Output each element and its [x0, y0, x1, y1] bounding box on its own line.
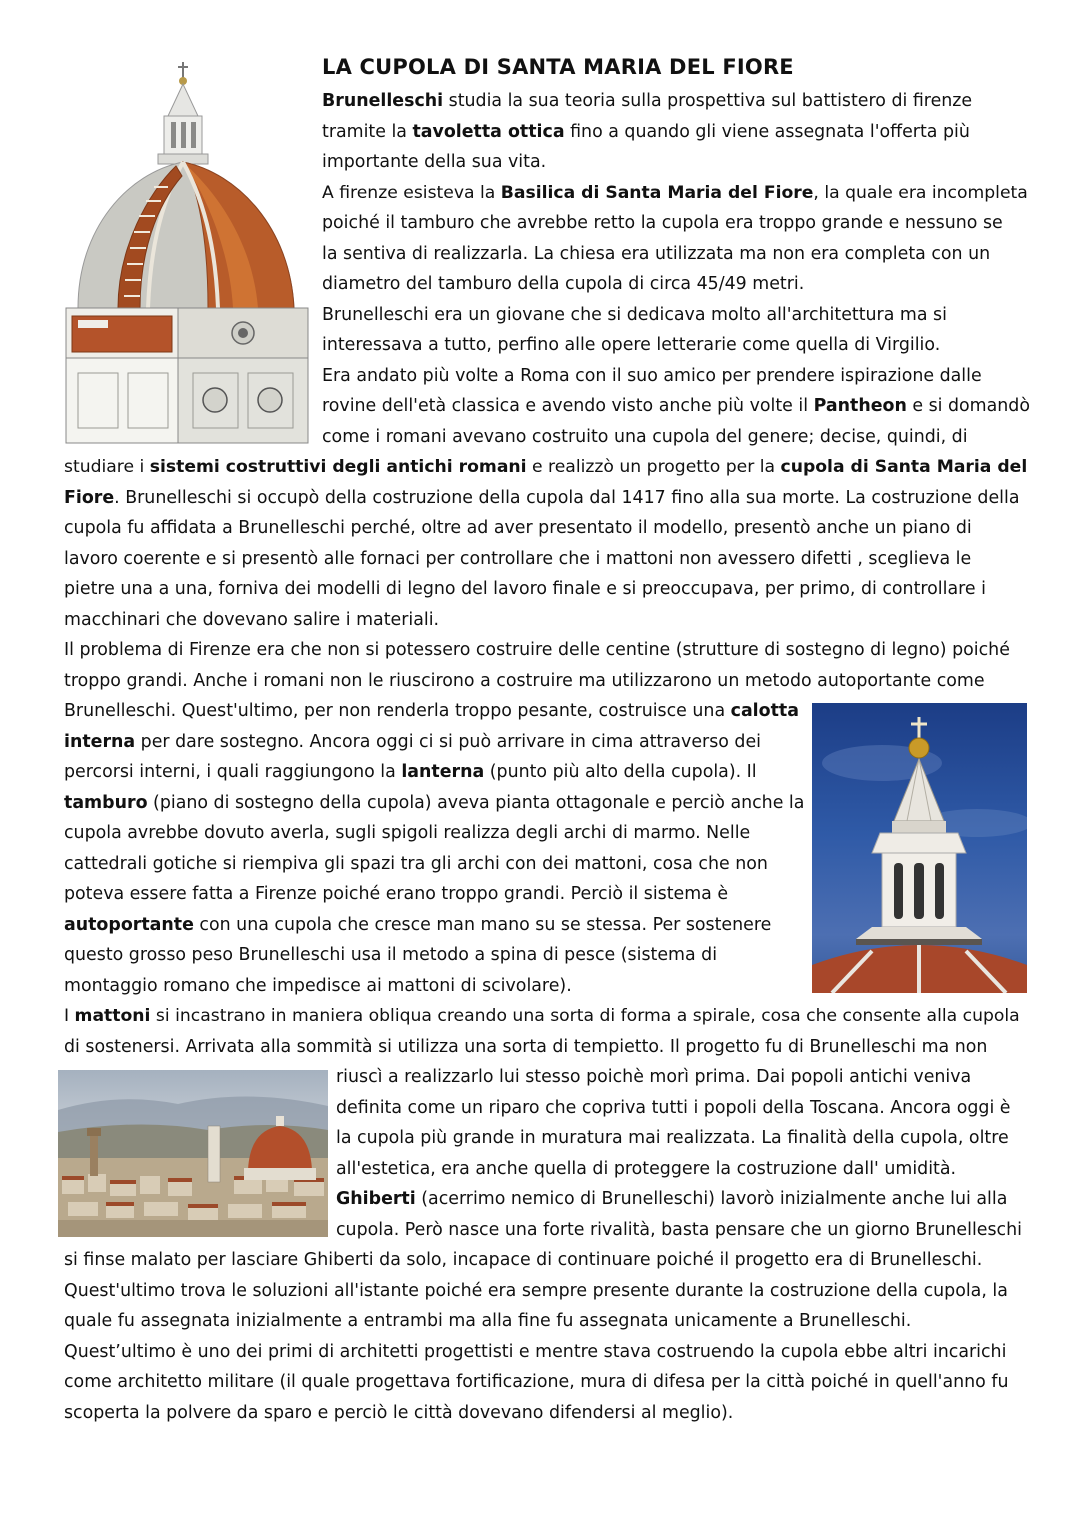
text-run: montaggio romano che impedisce ai mattoni di scivolare).	[64, 975, 572, 996]
text-line	[64, 696, 799, 727]
bold-term: Basilica di Santa Maria del Fiore	[500, 182, 814, 203]
text-line	[64, 788, 804, 819]
text-run: e si domandò	[906, 396, 1030, 416]
text-run: pietre una a una, forniva dei modelli di legno del lavoro finale e si preoccupava, per primo, di controllare i	[64, 579, 986, 599]
text-run: per dare sostegno. Ancora oggi ci si può arrivare in cima attraverso dei	[135, 731, 761, 752]
text-line	[64, 818, 750, 849]
text-line	[64, 757, 757, 788]
text-run: la sentiva di realizzarla. La chiesa era utilizzata ma non era completa con un	[322, 243, 991, 264]
text-run: riuscì a realizzarlo lui stesso poichè morì prima. Dai popoli antichi veniva	[336, 1067, 972, 1087]
text-line	[64, 483, 1019, 514]
text-run: tramite la	[322, 121, 413, 142]
text-line	[336, 1123, 1009, 1154]
text-line	[322, 86, 972, 117]
text-line	[336, 1154, 956, 1185]
text-run: macchinari che dovevano salire i materiali.	[64, 609, 440, 630]
text-line	[64, 1001, 1020, 1032]
text-line	[64, 849, 768, 880]
bold-term: Pantheon	[813, 396, 907, 416]
text-run: importante della sua vita.	[322, 152, 547, 172]
text-run: I	[64, 1006, 75, 1026]
text-run: cupola avrebbe dovuto averla, sugli spigoli realizza degli archi di marmo. Nelle	[64, 823, 751, 843]
text-line	[322, 422, 968, 453]
bold-term: interna	[64, 731, 136, 752]
bold-term: calotta	[730, 701, 799, 721]
text-line	[64, 1245, 982, 1276]
text-run: cattedrali gotiche si riempiva gli spazi tra gli archi con dei mattoni, cosa che non	[64, 853, 768, 874]
bold-term: lanterna	[401, 762, 485, 782]
text-run: di sostenersi. Arrivata alla sommità si utilizza una sorta di tempietto. Il progetto fu di Brunelleschi ma non	[64, 1036, 988, 1057]
text-line	[322, 239, 990, 270]
text-line	[64, 727, 761, 758]
text-run: (acerrimo nemico di Brunelleschi) lavorò inizialmente anche lui alla	[415, 1189, 1008, 1209]
text-line	[64, 940, 717, 971]
bold-term: autoportante	[64, 914, 194, 935]
bold-term: sistemi costruttivi degli antichi romani	[149, 457, 527, 477]
text-line	[322, 391, 1030, 422]
text-run: interessava a tutto, perfino alle opere letterarie come quella di Virgilio.	[322, 335, 941, 355]
text-run: studia la sua teoria sulla prospettiva sul battistero di firenze	[443, 91, 973, 111]
bold-term: tavoletta ottica	[412, 121, 565, 142]
text-run: Era andato più volte a Roma con il suo amico per prendere ispirazione dalle	[322, 365, 982, 386]
bold-term: cupola di Santa Maria del	[780, 457, 1028, 477]
text-run: come architetto militare (il quale progettava fortificazione, mura di difesa per la città poiché in quell'anno fu	[64, 1372, 1009, 1392]
text-run: cupola. Però nasce una forte rivalità, basta pensare che un giorno Brunelleschi	[336, 1219, 1022, 1240]
text-line	[64, 910, 771, 941]
text-run: Quest'ultimo trova le soluzioni all'istante poiché era sempre presente durante la costruzione della cupola, la	[64, 1280, 1008, 1301]
text-run: percorsi interni, i quali raggiungono la	[64, 762, 402, 782]
bold-term: Ghiberti	[336, 1189, 416, 1209]
text-run: si incastrano in maniera obliqua creando una sorta di forma a spirale, cosa che consente alla cupola	[150, 1006, 1020, 1026]
text-run: cupola fu affidata a Brunelleschi perché, oltre ad aver presentato il modello, presentò anche un piano di	[64, 518, 972, 538]
text-line	[64, 544, 971, 575]
bold-term: Fiore	[64, 487, 115, 508]
text-run: come i romani avevano costruito una cupola del genere; decise, quindi, di	[322, 426, 968, 447]
text-line	[322, 208, 1003, 239]
text-run: Brunelleschi. Quest'ultimo, per non renderla troppo pesante, costruisce una	[64, 701, 731, 721]
text-line	[64, 971, 572, 1002]
text-run: (piano di sostegno della cupola) aveva pianta ottagonale e perciò anche la	[147, 792, 805, 813]
text-run: , la quale era incompleta	[813, 182, 1028, 203]
text-run: con una cupola che cresce man mano su se stessa. Per sostenere	[193, 914, 772, 935]
text-line	[322, 361, 982, 392]
text-run: diametro del tamburo della cupola di circa 45/49 metri.	[322, 274, 805, 294]
text-run: all'estetica, era anche quella di proteggere la costruzione dall' umidità.	[336, 1158, 957, 1179]
text-line	[322, 330, 940, 361]
page-title: LA CUPOLA DI SANTA MARIA DEL FIORE	[322, 55, 794, 79]
text-run: la cupola più grande in muratura mai realizzata. La finalità della cupola, oltre	[336, 1128, 1009, 1148]
dome-section-illustration	[58, 58, 316, 448]
text-line	[322, 269, 804, 300]
text-run: A firenze esisteva la	[322, 182, 501, 203]
text-run: studiare i	[64, 457, 150, 477]
text-line	[336, 1215, 1022, 1246]
text-line	[322, 178, 1028, 209]
text-line	[64, 1398, 733, 1429]
text-run: poiché il tamburo che avrebbe retto la cupola era troppo grande e nessuno se	[322, 213, 1003, 233]
bold-term: mattoni	[74, 1006, 151, 1026]
text-line	[64, 1367, 1008, 1398]
text-line	[336, 1062, 971, 1093]
bold-term: Brunelleschi	[322, 91, 444, 111]
text-line	[64, 513, 972, 544]
text-line	[322, 147, 546, 178]
text-run: scoperta la polvere da sparo e perciò le città dovevano difendersi al meglio).	[64, 1402, 734, 1423]
florence-panorama-photo	[58, 1070, 328, 1237]
text-run: Quest’ultimo è uno dei primi di architetti progettisti e mentre stava costruendo la cupola ebbe altri incarichi	[64, 1341, 1007, 1362]
text-run: Il problema di Firenze era che non si potessero costruire delle centine (strutture di sostegno di legno) poiché	[64, 640, 1010, 660]
text-run: (punto più alto della cupola). Il	[484, 762, 757, 782]
text-line	[322, 117, 970, 148]
text-run: troppo grandi. Anche i romani non le riuscirono a costruire ma utilizzarono un metodo autoportante come	[64, 670, 985, 691]
text-line	[64, 1337, 1006, 1368]
text-line	[64, 452, 1027, 483]
text-run: e realizzò un progetto per la	[526, 457, 781, 477]
text-run: rovine dell'età classica e avendo visto anche più volte il	[322, 396, 814, 416]
text-line	[64, 1306, 911, 1337]
text-line	[64, 666, 985, 697]
text-line	[64, 605, 439, 636]
text-run: Brunelleschi era un giovane che si dedicava molto all'architettura ma si	[322, 304, 947, 325]
text-run: si finse malato per lasciare Ghiberti da solo, incapace di continuare poiché il progetto era di Brunelleschi.	[64, 1250, 983, 1270]
text-run: poteva essere fatta a Firenze poiché erano troppo grandi. Perciò il sistema è	[64, 884, 729, 904]
text-line	[336, 1093, 1011, 1124]
lantern-photo	[812, 703, 1027, 993]
text-line	[64, 635, 1010, 666]
text-line	[336, 1184, 1007, 1215]
text-run: quale fu assegnata inizialmente a entrambi ma alla fine fu assegnata unicamente a Brunelleschi.	[64, 1311, 912, 1331]
text-run: lavoro coerente e si presentò alle fornaci per controllare che i mattoni non avessero difetti , sceglieva le	[64, 548, 972, 569]
text-line	[322, 300, 947, 331]
text-line	[64, 1032, 987, 1063]
bold-term: tamburo	[64, 792, 148, 813]
text-run: questo grosso peso Brunelleschi usa il metodo a spina di pesce (sistema di	[64, 945, 718, 965]
text-line	[64, 879, 728, 910]
text-line	[64, 1276, 1008, 1307]
text-run: definita come un riparo che copriva tutti i popoli della Toscana. Ancora oggi è	[336, 1097, 1011, 1118]
text-line	[64, 574, 986, 605]
text-run: . Brunelleschi si occupò della costruzione della cupola dal 1417 fino alla sua morte. La costruzione della	[114, 487, 1020, 508]
text-run: fino a quando gli viene assegnata l'offerta più	[564, 121, 970, 142]
